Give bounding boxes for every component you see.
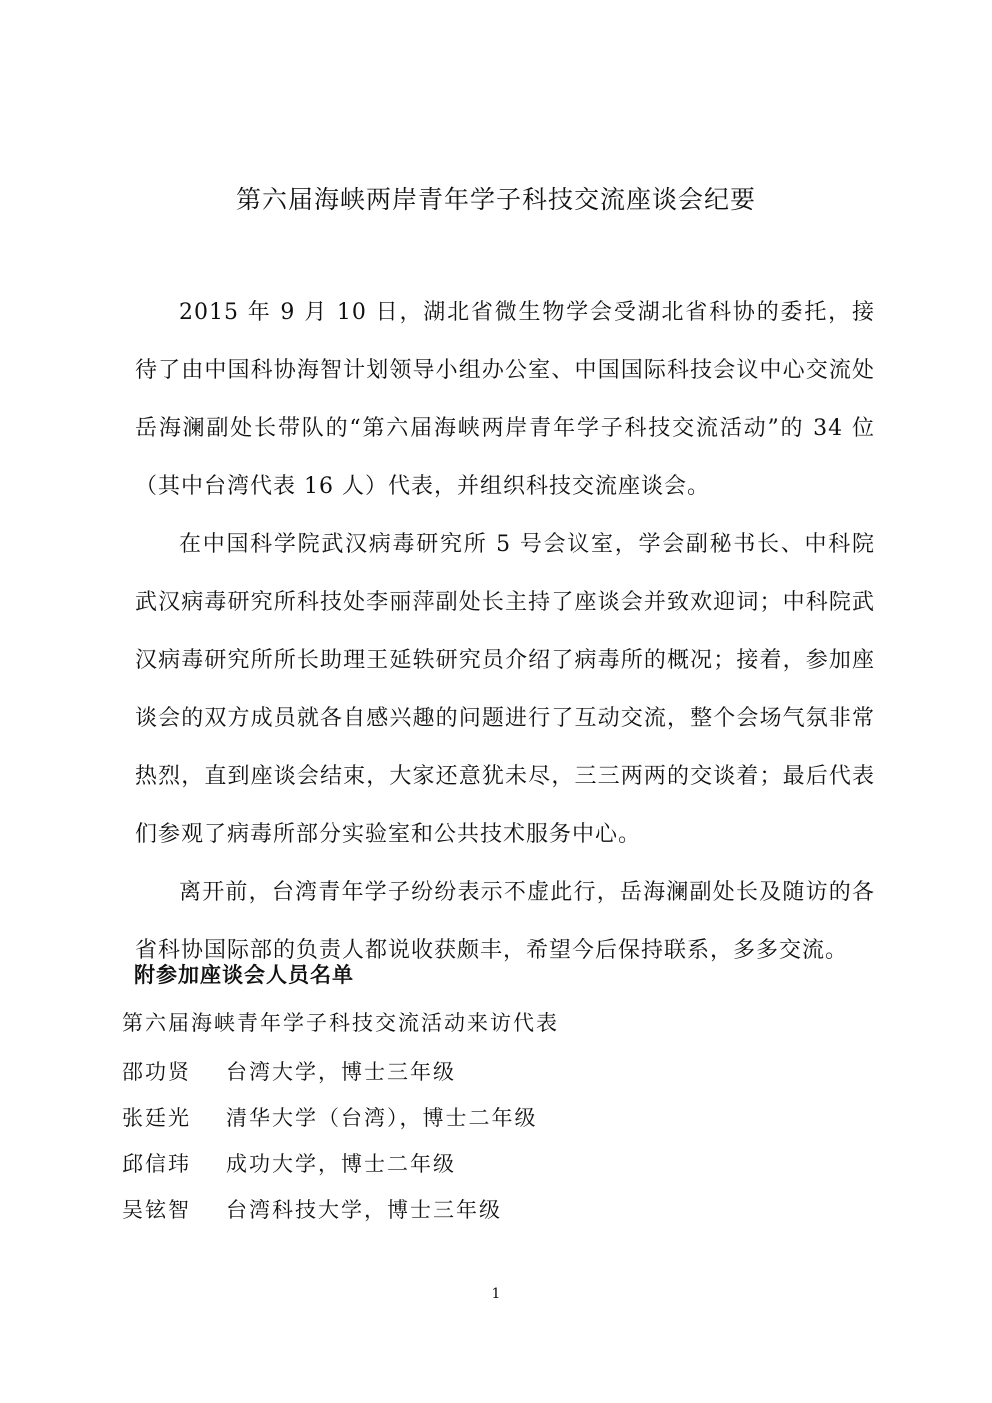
appendix-heading: 附参加座谈会人员名单 <box>134 963 354 987</box>
page-title: 第六届海峡两岸青年学子科技交流座谈会纪要 <box>235 185 756 214</box>
attendee-name: 张廷光 <box>122 1106 191 1130</box>
paragraph: 离开前，台湾青年学子纷纷表示不虚此行，岳海澜副处长及随访的各省科协国际部的负责人都说收获颇丰，希望今后保持联系，多多交流。 <box>135 880 875 963</box>
attendee-row <box>122 1095 882 1141</box>
attendee-name: 邱信玮 <box>122 1152 191 1176</box>
appendix <box>122 955 882 1233</box>
page-number: 1 <box>491 1286 501 1302</box>
attendee-info: 台湾科技大学，博士三年级 <box>226 1198 502 1222</box>
appendix-subtitle: 第六届海峡青年学子科技交流活动来访代表 <box>122 1011 559 1035</box>
paragraph: 2015 年 9 月 10 日，湖北省微生物学会受湖北省科协的委托，接待了由中国科协海智计划领导小组办公室、中国国际科技会议中心交流处岳海澜副处长带队的“第六届海峡两岸青年学子科技交流活动”的 34 位（其中台湾代表 16 人）代表，并组织科技交流座谈会。 <box>135 300 875 499</box>
body-text <box>135 284 875 980</box>
attendee-row <box>122 1049 882 1095</box>
attendee-info: 台湾大学，博士三年级 <box>226 1060 456 1084</box>
attendee-row <box>122 1141 882 1187</box>
attendee-name: 邵功贤 <box>122 1060 191 1084</box>
attendee-info: 清华大学（台湾），博士二年级 <box>226 1106 538 1130</box>
attendee-row <box>122 1187 882 1233</box>
attendee-name: 吴铉智 <box>122 1198 191 1222</box>
paragraph: 在中国科学院武汉病毒研究所 5 号会议室，学会副秘书长、中科院武汉病毒研究所科技处李丽萍副处长主持了座谈会并致欢迎词；中科院武汉病毒研究所所长助理王延轶研究员介绍了病毒所的概况；接着，参加座谈会的双方成员就各自感兴趣的问题进行了互动交流，整个会场气氛非常热烈，直到座谈会结束，大家还意犹未尽，三三两两的交谈着；最后代表们参观了病毒所部分实验室和公共技术服务中心。 <box>135 532 875 847</box>
attendee-list <box>122 1049 882 1233</box>
attendee-info: 成功大学，博士二年级 <box>226 1152 456 1176</box>
